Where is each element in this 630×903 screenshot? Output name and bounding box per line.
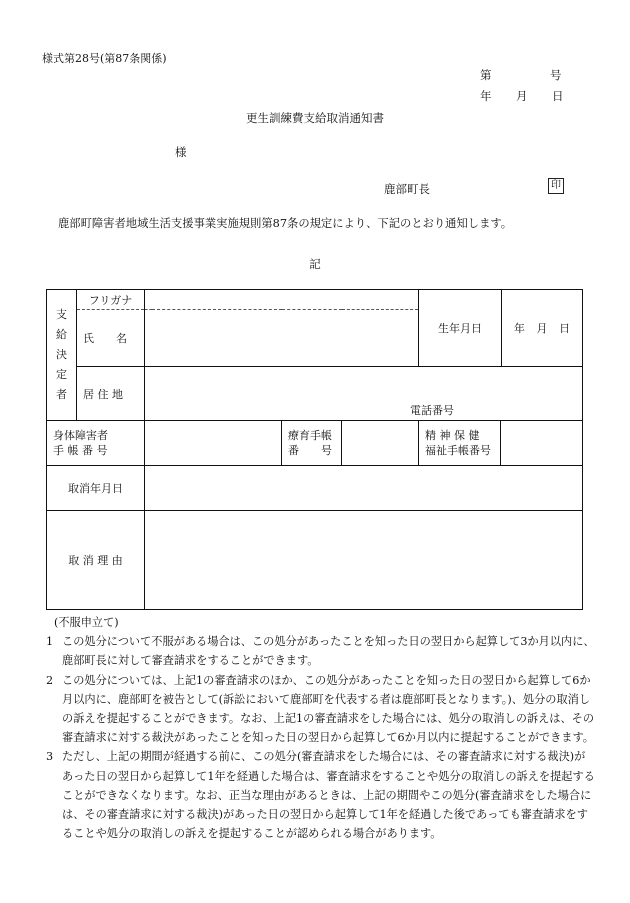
cancel-date-field[interactable] <box>145 466 583 511</box>
date-month: 月 <box>516 89 528 103</box>
birthdate-field[interactable] <box>501 290 582 366</box>
notes-heading: (不服申立て) <box>54 616 119 629</box>
addressee-sama: 様 <box>175 145 187 159</box>
recipient-label: 支 給 決 定 者 <box>47 290 77 421</box>
name-label: 氏 名 <box>77 310 145 367</box>
cancel-reason-field[interactable] <box>145 511 583 610</box>
furigana-field[interactable] <box>145 290 419 310</box>
issue-go: 号 <box>550 68 562 82</box>
note-item: 3 ただし、上記の期間が経過する前に、この処分(審査請求をした場合には、その審査請求に対する裁決)があった日の翌日から起算して1年を経過した場合は、審査請求をすることや処分の取消しの訴えを提起することができなくなります。なお、正当な理由があるときは、上記の期間やこの処分(審査請求をした場合には、その審査請求に対する裁決)があった日の翌日から起算して1年を経過した後であっても審査請求をすることや処分の取消しの訴えを提起することが認められる場合があります。 <box>46 750 595 841</box>
cancel-date-label: 取消年月日 <box>47 466 145 511</box>
note-item: 1 この処分について不服がある場合は、この処分があったことを知った日の翌日から起算して3か月以内に、鹿部町長に対して審査請求をすることができます。 <box>46 635 595 668</box>
address-label: 居 住 地 <box>77 367 145 421</box>
ryoiku-label: 療育手帳 番 号 <box>282 421 342 466</box>
note-item: 2 この処分については、上記1の審査請求のほか、この処分があったことを知った日の翌日から起算して6か月以内に、鹿部町を被告として(訴訟において鹿部町を代表する者は鹿部町長となります。)、処分の取消しの訴えを提起することができます。なお、上記1の審査請求をした場合には、処分の取消しの訴えは、その審査請求に対する裁決があったことを知った日の翌日から起算して6か月以内に提起することができます。 <box>46 673 595 745</box>
date-day: 日 <box>552 89 564 103</box>
seal-mark: 印 <box>548 178 564 194</box>
physical-handbook-field[interactable] <box>145 421 282 466</box>
birth-day: 日 <box>559 322 571 335</box>
birth-year: 年 <box>513 322 525 335</box>
issuer-name: 鹿部町長 <box>384 182 430 196</box>
address-field[interactable] <box>145 367 583 421</box>
notice-table <box>46 289 583 610</box>
issue-date-line <box>480 88 564 104</box>
physical-handbook-label: 身体障害者 手 帳 番 号 <box>47 421 145 466</box>
intro-text: 鹿部町障害者地域生活支援事業実施規則第87条の規定により、下記のとおり通知します。 <box>58 217 513 230</box>
issue-number-line <box>480 67 562 83</box>
form-number: 様式第28号(第87条関係) <box>42 52 167 65</box>
issue-dai: 第 <box>480 68 492 82</box>
date-year: 年 <box>480 89 492 103</box>
mental-handbook-field[interactable] <box>501 421 583 466</box>
name-field[interactable] <box>145 310 419 367</box>
furigana-label: フリガナ <box>77 290 145 310</box>
birth-month: 月 <box>536 322 548 335</box>
ryoiku-field[interactable] <box>342 421 419 466</box>
appeal-notes <box>40 613 596 843</box>
document-title: 更生訓練費支給取消通知書 <box>246 111 384 125</box>
ki-heading: 記 <box>309 257 321 271</box>
phone-label: 電話番号 <box>410 404 454 417</box>
mental-handbook-label: 精 神 保 健 福祉手帳番号 <box>419 421 501 466</box>
birthdate-label: 生年月日 <box>438 322 482 335</box>
cancel-reason-label: 取 消 理 由 <box>47 511 145 610</box>
birth-row <box>419 290 583 367</box>
